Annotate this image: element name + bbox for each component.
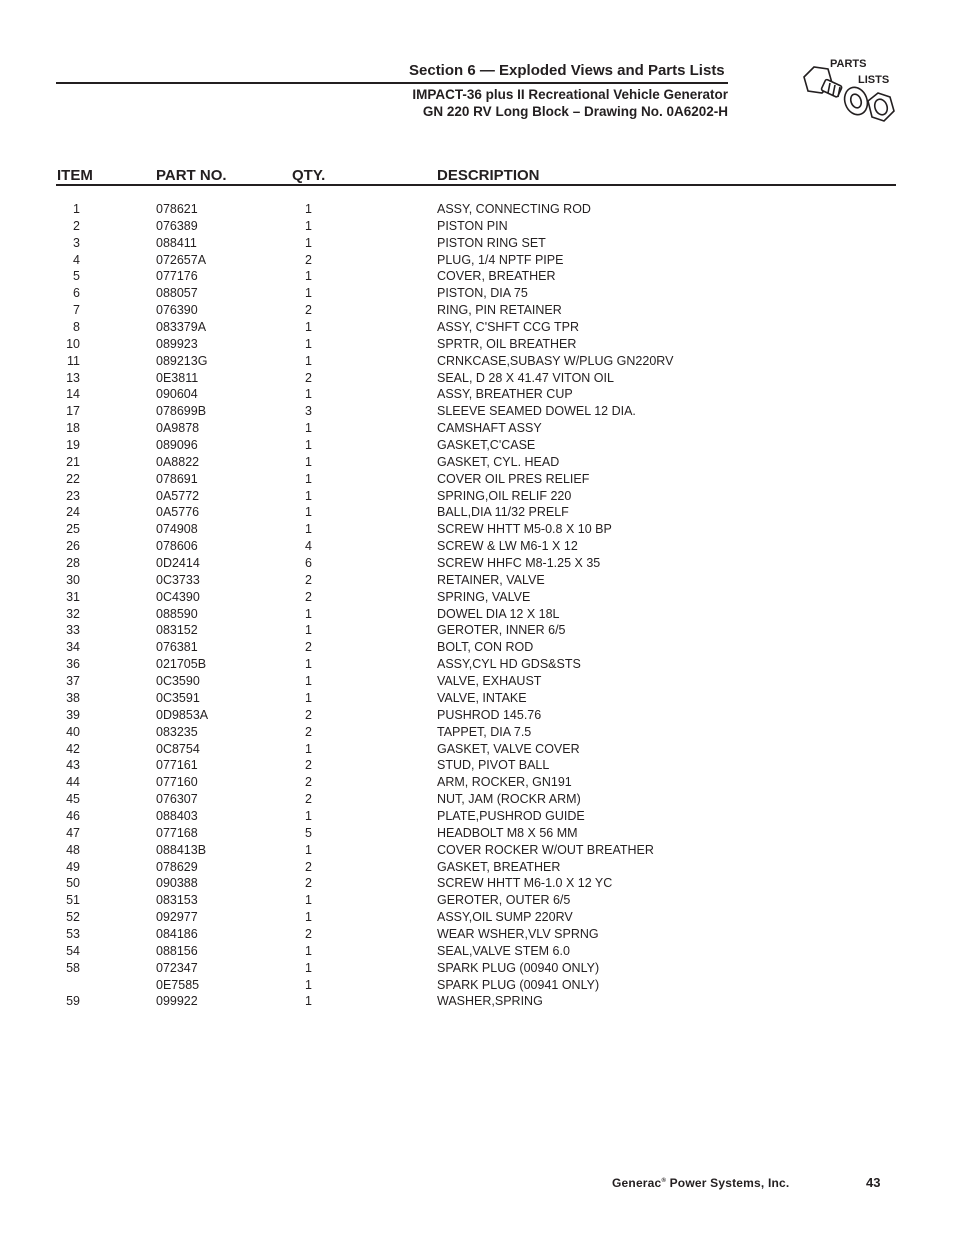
description: ASSY, BREATHER CUP — [437, 387, 573, 402]
item-number: 54 — [66, 943, 80, 958]
table-row — [0, 420, 954, 437]
part-number: 0C3733 — [156, 572, 200, 587]
item-number: 24 — [66, 505, 80, 520]
quantity: 1 — [305, 893, 312, 908]
description: NUT, JAM (ROCKR ARM) — [437, 792, 581, 807]
quantity: 1 — [305, 336, 312, 351]
item-number: 8 — [73, 320, 80, 335]
description: ASSY,CYL HD GDS&STS — [437, 657, 581, 672]
item-number: 17 — [66, 404, 80, 419]
part-number: 088590 — [156, 606, 198, 621]
item-number: 36 — [66, 657, 80, 672]
description: ARM, ROCKER, GN191 — [437, 775, 572, 790]
quantity: 1 — [305, 286, 312, 301]
parts-table-body — [0, 201, 954, 1010]
quantity: 1 — [305, 438, 312, 453]
description: GASKET, CYL. HEAD — [437, 454, 560, 469]
quantity: 1 — [305, 674, 312, 689]
item-number: 10 — [66, 336, 80, 351]
item-number: 51 — [66, 893, 80, 908]
table-row — [0, 656, 954, 673]
table-row — [0, 471, 954, 488]
part-number: 0D9853A — [156, 707, 209, 722]
description: BOLT, CON ROD — [437, 640, 534, 655]
quantity: 2 — [305, 926, 312, 941]
table-row — [0, 201, 954, 218]
part-number: 076307 — [156, 792, 198, 807]
quantity: 1 — [305, 977, 312, 992]
table-row — [0, 454, 954, 471]
item-number: 13 — [66, 370, 80, 385]
quantity: 1 — [305, 842, 312, 857]
item-number: 42 — [66, 741, 80, 756]
table-row — [0, 336, 954, 353]
description: ASSY, CONNECTING ROD — [437, 202, 591, 216]
part-number: 083379A — [156, 320, 207, 335]
table-row — [0, 842, 954, 859]
part-number: 089213G — [156, 353, 208, 368]
table-row — [0, 741, 954, 758]
header-rule — [56, 82, 728, 84]
part-number: 083153 — [156, 893, 198, 908]
part-number: 072657A — [156, 252, 207, 267]
table-row — [0, 403, 954, 420]
item-number: 44 — [66, 775, 80, 790]
table-row — [0, 218, 954, 235]
quantity: 2 — [305, 640, 312, 655]
description: CAMSHAFT ASSY — [437, 421, 542, 436]
quantity: 1 — [305, 808, 312, 823]
item-number: 43 — [66, 758, 80, 773]
quantity: 2 — [305, 370, 312, 385]
description: SCREW HHTT M6-1.0 X 12 YC — [437, 876, 613, 891]
table-row — [0, 774, 954, 791]
quantity: 1 — [305, 488, 312, 503]
quantity: 1 — [305, 522, 312, 537]
table-row — [0, 808, 954, 825]
quantity: 2 — [305, 724, 312, 739]
quantity: 1 — [305, 218, 312, 233]
part-number: 083235 — [156, 724, 198, 739]
registered-mark: ® — [661, 1178, 667, 1184]
description: WEAR WSHER,VLV SPRNG — [437, 926, 599, 941]
part-number: 078691 — [156, 471, 198, 486]
quantity: 5 — [305, 825, 312, 840]
description: COVER, BREATHER — [437, 269, 556, 284]
table-row — [0, 252, 954, 269]
part-number: 090604 — [156, 387, 198, 402]
part-number: 077176 — [156, 269, 198, 284]
part-number: 0C8754 — [156, 741, 200, 756]
table-row — [0, 370, 954, 387]
item-number: 34 — [66, 640, 80, 655]
table-row — [0, 302, 954, 319]
quantity: 1 — [305, 269, 312, 284]
description: COVER ROCKER W/OUT BREATHER — [437, 842, 654, 857]
quantity: 1 — [305, 235, 312, 250]
quantity: 2 — [305, 758, 312, 773]
table-row — [0, 555, 954, 572]
part-number: 0C3591 — [156, 690, 200, 705]
description: GASKET,C'CASE — [437, 438, 536, 453]
quantity: 6 — [305, 556, 312, 571]
quantity: 1 — [305, 657, 312, 672]
item-number: 45 — [66, 792, 80, 807]
item-number: 2 — [73, 218, 80, 233]
item-number: 22 — [66, 471, 80, 486]
subtitle-line-1: IMPACT-36 plus II Recreational Vehicle Generator — [412, 87, 728, 102]
part-number: 0E7585 — [156, 977, 200, 992]
description: PISTON, DIA 75 — [437, 286, 528, 301]
quantity: 1 — [305, 741, 312, 756]
table-header-rule — [56, 184, 896, 186]
description: HEADBOLT M8 X 56 MM — [437, 825, 578, 840]
item-number: 47 — [66, 825, 80, 840]
description: ASSY,OIL SUMP 220RV — [437, 910, 573, 925]
company-suffix: Power Systems, Inc. — [666, 1176, 790, 1190]
item-number: 50 — [66, 876, 80, 891]
item-number: 39 — [66, 707, 80, 722]
table-row — [0, 960, 954, 977]
item-number: 11 — [67, 353, 80, 368]
part-number: 088156 — [156, 943, 198, 958]
part-number: 077168 — [156, 825, 198, 840]
quantity: 1 — [305, 454, 312, 469]
item-number: 49 — [66, 859, 80, 874]
subtitle-line-2: GN 220 RV Long Block – Drawing No. 0A6202-H — [422, 104, 728, 119]
item-number: 28 — [66, 556, 80, 571]
part-number: 074908 — [156, 522, 198, 537]
description: PUSHROD 145.76 — [437, 707, 542, 722]
table-row — [0, 235, 954, 252]
description: RING, PIN RETAINER — [437, 303, 562, 318]
description: GASKET, BREATHER — [437, 859, 561, 874]
table-row — [0, 622, 954, 639]
table-row — [0, 285, 954, 302]
quantity: 2 — [305, 859, 312, 874]
item-number: 23 — [66, 488, 80, 503]
part-number: 083152 — [156, 623, 198, 638]
item-number: 3 — [73, 235, 80, 250]
quantity: 1 — [305, 505, 312, 520]
quantity: 1 — [305, 943, 312, 958]
description: PISTON PIN — [437, 218, 508, 233]
item-number: 31 — [66, 589, 80, 604]
description: ASSY, C'SHFT CCG TPR — [437, 320, 580, 335]
description: BALL,DIA 11/32 PRELF — [437, 505, 569, 520]
description: GEROTER, OUTER 6/5 — [437, 893, 571, 908]
quantity: 1 — [305, 606, 312, 621]
item-number: 52 — [66, 910, 80, 925]
column-header-item: ITEM — [57, 167, 93, 184]
table-row — [0, 437, 954, 454]
part-number: 0D2414 — [156, 556, 200, 571]
item-number: 46 — [66, 808, 80, 823]
section-title: Section 6 — Exploded Views and Parts Lists — [409, 62, 725, 79]
description: PLUG, 1/4 NPTF PIPE — [437, 252, 564, 267]
description: DOWEL DIA 12 X 18L — [437, 606, 560, 621]
description: SCREW HHTT M5-0.8 X 10 BP — [437, 522, 612, 537]
part-number: 078621 — [156, 202, 198, 216]
description: GASKET, VALVE COVER — [437, 741, 580, 756]
description: SPRING, VALVE — [437, 589, 531, 604]
table-row — [0, 909, 954, 926]
description: PLATE,PUSHROD GUIDE — [437, 808, 585, 823]
item-number: 4 — [73, 252, 80, 267]
quantity: 2 — [305, 252, 312, 267]
table-row — [0, 926, 954, 943]
part-number: 0C4390 — [156, 589, 200, 604]
item-number: 48 — [66, 842, 80, 857]
description: STUD, PIVOT BALL — [437, 758, 550, 773]
table-row — [0, 268, 954, 285]
description: SEAL,VALVE STEM 6.0 — [437, 943, 570, 958]
quantity: 1 — [305, 202, 312, 216]
item-number: 5 — [73, 269, 80, 284]
part-number: 077161 — [156, 758, 198, 773]
quantity: 2 — [305, 876, 312, 891]
part-number: 088411 — [156, 235, 197, 250]
part-number: 089096 — [156, 438, 198, 453]
part-number: 088403 — [156, 808, 198, 823]
quantity: 4 — [305, 539, 312, 554]
table-row — [0, 488, 954, 505]
quantity: 1 — [305, 690, 312, 705]
quantity: 1 — [305, 471, 312, 486]
item-number: 6 — [73, 286, 80, 301]
footer-company — [612, 1176, 789, 1190]
item-number: 14 — [66, 387, 80, 402]
quantity: 1 — [305, 994, 312, 1009]
description: WASHER,SPRING — [437, 994, 543, 1009]
quantity: 1 — [305, 623, 312, 638]
page-number: 43 — [866, 1175, 881, 1190]
part-number: 099922 — [156, 994, 198, 1009]
part-number: 089923 — [156, 336, 198, 351]
quantity: 2 — [305, 707, 312, 722]
description: PISTON RING SET — [437, 235, 546, 250]
part-number: 078699B — [156, 404, 207, 419]
item-number: 7 — [73, 303, 80, 318]
quantity: 1 — [305, 960, 312, 975]
item-number: 18 — [66, 421, 80, 436]
item-number: 21 — [66, 454, 80, 469]
part-number: 0A5772 — [156, 488, 200, 503]
column-header-part-no: PART NO. — [156, 167, 227, 184]
table-row — [0, 639, 954, 656]
quantity: 1 — [305, 320, 312, 335]
part-number: 078606 — [156, 539, 198, 554]
item-number: 33 — [66, 623, 80, 638]
table-row — [0, 892, 954, 909]
table-row — [0, 353, 954, 370]
quantity: 2 — [305, 572, 312, 587]
table-row — [0, 707, 954, 724]
table-row — [0, 724, 954, 741]
table-row — [0, 690, 954, 707]
column-header-description: DESCRIPTION — [437, 167, 540, 184]
part-number: 084186 — [156, 926, 198, 941]
item-number: 26 — [66, 539, 80, 554]
description: TAPPET, DIA 7.5 — [437, 724, 532, 739]
part-number: 0C3590 — [156, 674, 200, 689]
description: GEROTER, INNER 6/5 — [437, 623, 566, 638]
item-number: 58 — [66, 960, 80, 975]
quantity: 2 — [305, 303, 312, 318]
description: SEAL, D 28 X 41.47 VITON OIL — [437, 370, 614, 385]
table-row — [0, 757, 954, 774]
item-number: 37 — [66, 674, 80, 689]
table-row — [0, 825, 954, 842]
part-number: 0A5776 — [156, 505, 200, 520]
table-row — [0, 977, 954, 994]
table-row — [0, 589, 954, 606]
item-number: 59 — [66, 994, 80, 1009]
description: SLEEVE SEAMED DOWEL 12 DIA. — [437, 404, 636, 419]
part-number: 090388 — [156, 876, 198, 891]
part-number: 088057 — [156, 286, 198, 301]
quantity: 1 — [305, 421, 312, 436]
quantity: 2 — [305, 589, 312, 604]
part-number: 077160 — [156, 775, 198, 790]
description: VALVE, EXHAUST — [437, 674, 542, 689]
part-number: 072347 — [156, 960, 198, 975]
company-name: Generac — [612, 1176, 662, 1190]
logo-text-lists: LISTS — [858, 74, 890, 86]
part-number: 0A8822 — [156, 454, 200, 469]
part-number: 021705B — [156, 657, 207, 672]
item-number: 32 — [66, 606, 80, 621]
logo-text-parts: PARTS — [830, 58, 867, 70]
part-number: 0E3811 — [156, 370, 199, 385]
part-number: 0A9878 — [156, 421, 200, 436]
table-row — [0, 993, 954, 1010]
column-header-qty: QTY. — [292, 167, 326, 184]
description: SPRING,OIL RELIF 220 — [437, 488, 572, 503]
part-number: 092977 — [156, 910, 198, 925]
description: COVER OIL PRES RELIEF — [437, 471, 590, 486]
table-row — [0, 319, 954, 336]
description: SCREW HHFC M8-1.25 X 35 — [437, 556, 601, 571]
table-row — [0, 572, 954, 589]
table-row — [0, 875, 954, 892]
item-number: 25 — [66, 522, 80, 537]
item-number: 53 — [66, 926, 80, 941]
description: RETAINER, VALVE — [437, 572, 545, 587]
quantity: 1 — [305, 353, 312, 368]
item-number: 1 — [73, 202, 80, 216]
table-row — [0, 606, 954, 623]
table-row — [0, 521, 954, 538]
quantity: 1 — [305, 387, 312, 402]
part-number: 076389 — [156, 218, 198, 233]
table-row — [0, 859, 954, 876]
description: SCREW & LW M6-1 X 12 — [437, 539, 578, 554]
description: CRNKCASE,SUBASY W/PLUG GN220RV — [437, 353, 674, 368]
description: SPARK PLUG (00941 ONLY) — [437, 977, 600, 992]
description: SPARK PLUG (00940 ONLY) — [437, 960, 600, 975]
item-number: 19 — [66, 438, 80, 453]
part-number: 088413B — [156, 842, 207, 857]
item-number: 30 — [66, 572, 80, 587]
part-number: 076390 — [156, 303, 198, 318]
table-row — [0, 386, 954, 403]
description: SPRTR, OIL BREATHER — [437, 336, 577, 351]
table-row — [0, 943, 954, 960]
quantity: 2 — [305, 792, 312, 807]
description: VALVE, INTAKE — [437, 690, 527, 705]
part-number: 078629 — [156, 859, 198, 874]
quantity: 2 — [305, 775, 312, 790]
part-number: 076381 — [156, 640, 198, 655]
item-number: 40 — [66, 724, 80, 739]
table-row — [0, 791, 954, 808]
quantity: 1 — [305, 910, 312, 925]
item-number: 38 — [66, 690, 80, 705]
table-row — [0, 504, 954, 521]
quantity: 3 — [305, 404, 312, 419]
table-row — [0, 538, 954, 555]
table-row — [0, 673, 954, 690]
parts-lists-logo — [800, 55, 900, 133]
